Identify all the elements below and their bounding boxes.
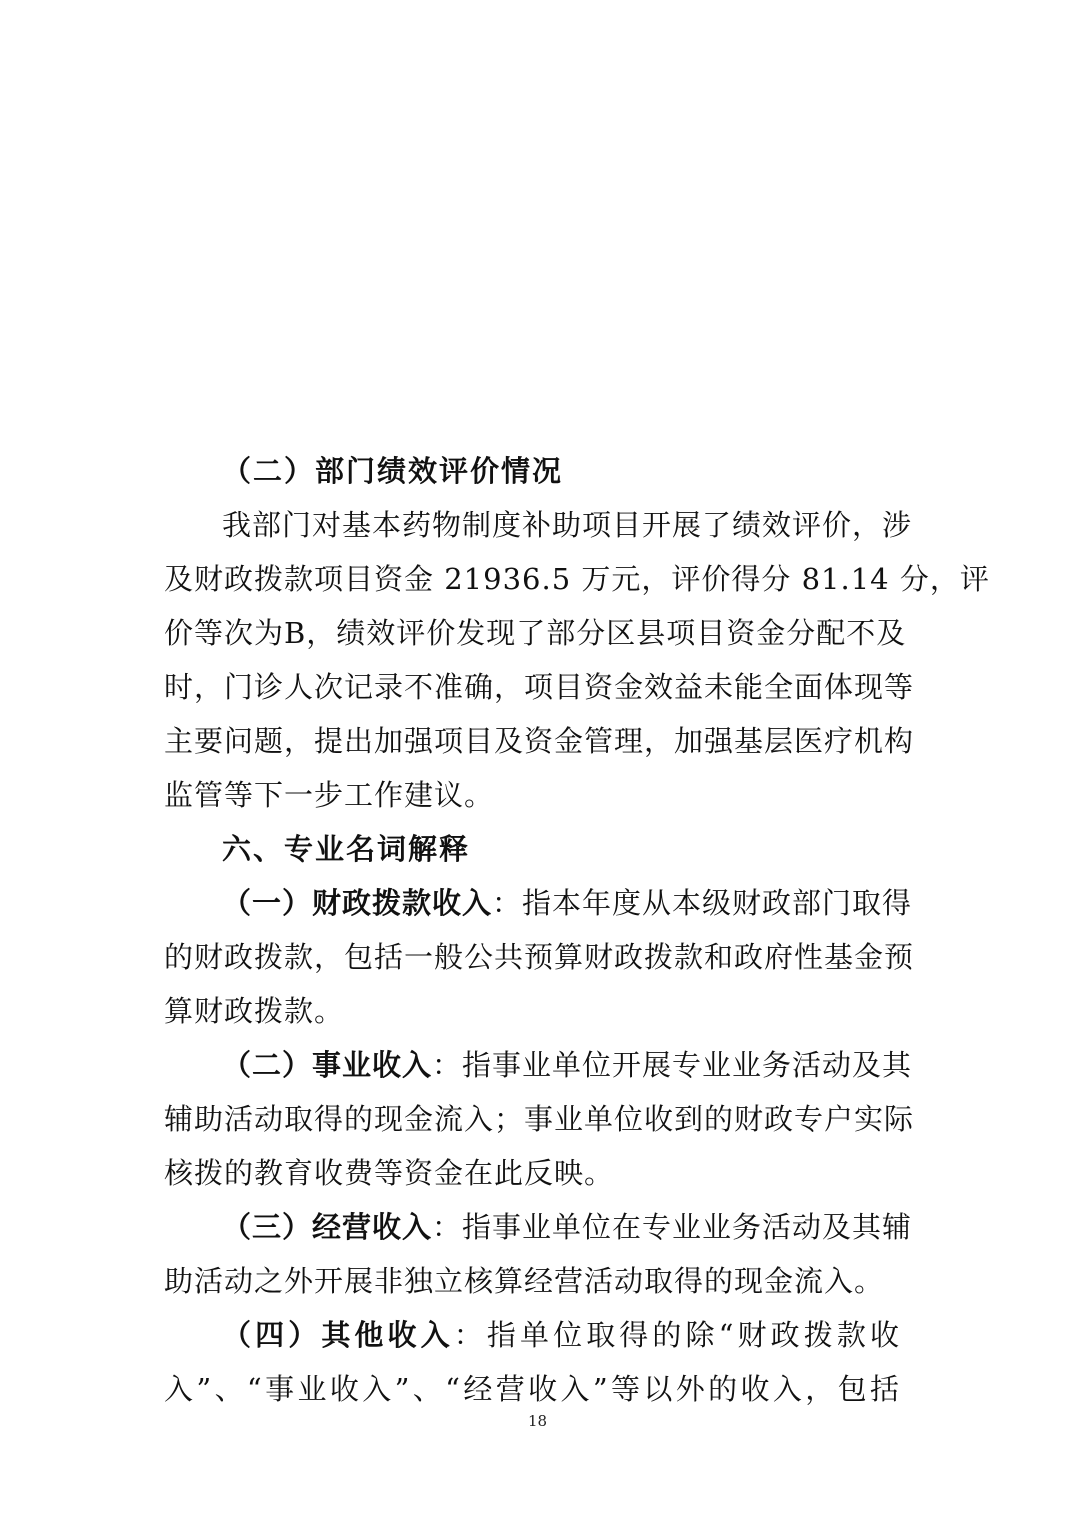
section-heading-glossary: 六、专业名词解释 <box>222 832 471 866</box>
term-paragraph-line <box>164 876 913 930</box>
term-paragraph-line: 入”、“事业收入”、“经营收入”等以外的收入，包括 <box>164 1372 900 1406</box>
paragraph-line: 我部门对基本药物制度补助项目开展了绩效评价，涉 <box>222 508 913 542</box>
term-paragraph-line <box>164 1308 900 1362</box>
term-title: （四）其他收入 <box>222 1318 454 1352</box>
term-paragraph-line: 核拨的教育收费等资金在此反映。 <box>164 1156 615 1190</box>
term-paragraph-line: 的财政拨款，包括一般公共预算财政拨款和政府性基金预 <box>164 940 915 974</box>
paragraph-line: 主要问题，提出加强项目及资金管理，加强基层医疗机构 <box>164 724 915 758</box>
term-paragraph-line: 算财政拨款。 <box>164 994 345 1028</box>
term-title: （二）事业收入 <box>222 1048 433 1082</box>
term-definition: ：指本年度从本级财政部门取得 <box>492 886 913 920</box>
term-title: （一）财政拨款收入 <box>222 886 493 920</box>
term-title: （三）经营收入 <box>222 1210 433 1244</box>
document-body <box>164 444 990 1416</box>
term-paragraph-line: 助活动之外开展非独立核算经营活动取得的现金流入。 <box>164 1264 885 1298</box>
term-paragraph-line <box>164 1038 913 1092</box>
paragraph-line: 时，门诊人次记录不准确，项目资金效益未能全面体现等 <box>164 670 915 704</box>
term-paragraph-line: 辅助活动取得的现金流入；事业单位收到的财政专户实际 <box>164 1102 915 1136</box>
paragraph-line: 监管等下一步工作建议。 <box>164 778 495 812</box>
paragraph-line: 价等次为B，绩效评价发现了部分区县项目资金分配不及 <box>164 616 907 650</box>
section-heading-performance-evaluation: （二）部门绩效评价情况 <box>222 454 564 488</box>
term-definition: ：指事业单位开展专业业务活动及其 <box>432 1048 913 1082</box>
term-paragraph-line <box>164 1200 913 1254</box>
term-definition: ：指事业单位在专业业务活动及其辅 <box>432 1210 913 1244</box>
term-definition: ：指单位取得的除“财政拨款收 <box>453 1318 900 1352</box>
page-number: 18 <box>527 1412 548 1430</box>
paragraph-line: 及财政拨款项目资金 21936.5 万元，评价得分 81.14 分，评 <box>164 562 990 596</box>
